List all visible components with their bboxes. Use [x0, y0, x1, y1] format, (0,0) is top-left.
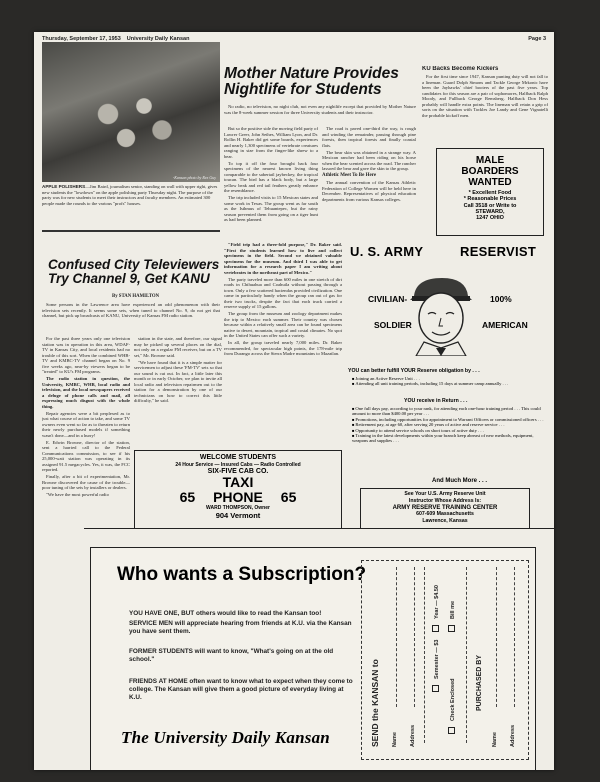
headline-line-1: Mother Nature Provides	[224, 65, 399, 82]
list-item: ■ Retirement pay, at age 60, after serving 20 years of active and reserve service . . .	[352, 422, 546, 427]
quote-paragraph: "Field trip had a three-fold purpose," Dr. Baker said. "First the students learned how to live and collect specimens in the field. Second we obtained valuable specimens for the museum. And third I was able to get information for a research paper I am writing about vertebrates in the northeast part of Mexico."	[224, 242, 342, 275]
coupon-year-option[interactable]: Year — $4.50	[434, 585, 440, 619]
army-lead: YOU can better fulfill YOUR Reserve obligation by . . .	[348, 368, 480, 374]
divider	[42, 230, 220, 232]
mother-col-3	[322, 126, 416, 244]
list-item: ■ Joining an Active Reserve Unit . . .	[352, 376, 546, 381]
taxi-word: TAXI	[222, 474, 254, 490]
army-center: ARMY RESERVE TRAINING CENTER	[392, 504, 498, 511]
caption-text: —Jim Baird, journalism senior, standing on wall with upper right, gives new students the "lowdown" on the apple polishing party Thursday night. The purpose of the party was for new students to meet their instructors and faculty members. An estimated 300 people made the rounds to the various "profs" houses.	[42, 184, 218, 206]
paragraph: "We have the most powerful radio	[46, 492, 109, 497]
paragraph: In all, the group traveled nearly 7,000 miles. Dr. Baker recommended, for spectacular high points, the 178-mile trip from Durango across the Sierra Madre mountains to Mazatlan.	[224, 340, 342, 356]
army-title-2: RESERVIST	[460, 244, 537, 259]
army-title: U. S. ARMY	[350, 244, 424, 259]
boarders-address: 1247 OHIO	[476, 215, 504, 221]
photo-credit: -Kansan photo by Rex Guy	[172, 175, 216, 180]
army-see: See Your U.S. Army Reserve Unit	[404, 491, 486, 497]
headline-line-2: Nightlife for Students	[224, 81, 382, 99]
boarders-item: * Excellent Food	[468, 190, 512, 196]
taxi-title: WELCOME STUDENTS	[199, 454, 277, 461]
army-instructor: Instructor Whose Address Is:	[408, 497, 482, 504]
checkbox-check[interactable]	[448, 727, 455, 734]
coupon-bill-option[interactable]: Bill me	[450, 600, 456, 619]
subscription-text: SERVICE MEN will appreciate hearing from friends at K.U. via the Kansan you have sent them.	[129, 620, 352, 636]
army-word: 100%	[490, 294, 512, 304]
checkbox-bill[interactable]	[448, 625, 455, 632]
boarders-line: MALE	[475, 155, 505, 166]
paragraph: station in the state, and therefore, our signal may be picked up several places on the dial, not only on a regular FM receiver, but on a TV set," Mr. Browne said.	[134, 336, 222, 358]
boarders-ad	[436, 148, 544, 236]
subscription-box	[90, 547, 536, 770]
masthead: The University Daily Kansan	[121, 728, 330, 747]
paragraph: For the first time since 1947, Kansan punting duty will not fall to a lineman. Guard Dolph Simons and Tackle George Mrkonic have been the Jayhawks' chief booters of the past five years. Top candidates for this season are a pair of sophomores, Halfback Ralph Moody, and Fullback George Remsberg. Halfback Don Hess probably will handle extra points. The lineman will retain a grip of sorts on the situation with Tackles Joe Landy and Gene Vignatelli the probable kickoff men.	[422, 74, 548, 118]
coupon-check-option[interactable]: Check Enclosed	[450, 678, 456, 721]
coupon-purchaser-name-line[interactable]	[496, 567, 497, 707]
paragraph: The annual convention of the Kansas Athletic Federation of College Women will be held here in December. Representatives of physical education departments from various Kansas colleges.	[322, 180, 416, 202]
paragraph: But so the positive side the moving field party of Lawrer Greer, John Sethes, William Lyon, and Dr. Rollin H. Baker did get some boards, experiences and nearly 1,300 specimens of vertebrate creatures ranging in size from the finger-like shrew to a bear.	[224, 126, 318, 159]
mother-nature-headline	[224, 66, 399, 99]
paragraph: To top it off the four brought back four specimens of the nearest known living thing comparable to the sabertail jaybeckey, the tropical toucan. The bird has a black body, but a large yellow beak and red tail feathers greatly enhance the resemblance.	[224, 160, 318, 193]
coupon-divider	[466, 567, 467, 743]
coupon-purchased-label: PURCHASED BY	[476, 654, 483, 711]
athletic-headline: Athletic Meet To Be Here	[322, 173, 377, 178]
photo-caption	[42, 184, 220, 206]
coupon-address-label-2: Address	[510, 724, 516, 747]
headline-line-1: Confused City Televiewers	[48, 257, 220, 272]
taxi-address: 904 Vermont	[215, 511, 261, 520]
confused-lead	[42, 302, 220, 320]
paragraph: The bear skin was obtained in a strange way. A Mexican rancher had been riding on his horse when the bear scented across the road. The rancher lassoed the bear and gave the skin to the group.	[322, 149, 416, 171]
ku-headline: KU Backs Become Kickers	[422, 66, 499, 72]
caption-head: APPLE POLISHERS	[42, 184, 86, 189]
soldier-illustration	[406, 274, 476, 356]
paragraph: The party traveled more than 600 miles in one stretch of dirt roads in Chihuahua and Coahuila without passing through a town. Only a few scattered haciendas provided civilization. One came in particularly handy when the group ran out of gas for their two trucks, despite the fact that each truck carried a reserve supply of 15 gallons.	[224, 276, 342, 309]
army-word: AMERICAN	[482, 320, 528, 330]
paragraph: The radio station in question, the University, KMBC, WHB, local radio and television, and the local newspapers received a deluge of phone calls and mail, all expressing much disgust with the whole thing.	[42, 376, 130, 409]
mother-lead	[224, 104, 416, 117]
mother-col-1	[224, 126, 318, 242]
subscription-text: FRIENDS AT HOME often want to know what to expect when they come to college. The Kansan will give them a good picture of everyday living at K.U.	[129, 678, 353, 702]
taxi-owner: WARD THOMPSON, Owner	[206, 505, 270, 511]
taxi-number: 65	[179, 489, 196, 505]
ku-backs-story	[422, 66, 548, 120]
checkbox-semester[interactable]	[432, 685, 439, 692]
paragraph: The trip included visits to 15 Mexican states and some work in Texas. The group went as far south as the Isthmus of Tehuantepec, but the rainy season prevented them from going on a tiger hunt as had been planned.	[224, 195, 318, 222]
subscription-text: FORMER STUDENTS will want to know, "What's going on at the old school."	[129, 648, 334, 664]
paragraph: "We have found that it is a simple matter for servicemen to adjust these 'FM-TV' sets so that our sound is cut out. In fact, a little later this month or in early October, we plan to invite all local radio and television repairmen out to the station for a demonstration by one of our technicians on how to correct this little difficulty," he said.	[134, 359, 222, 403]
coupon-name-label-2: Name	[492, 732, 498, 747]
confused-col-2	[134, 336, 222, 446]
newspaper-page	[34, 32, 554, 770]
taxi-number: 65	[280, 489, 297, 505]
paragraph: The group from the museum and zoology department makes the trip to Mexico each summer. Their country was chosen because within a relatively small area can be found specimens native to desert, mountain, tropical and costal climates. No spot in the United States can offer such a variety.	[224, 311, 342, 338]
paragraph: Some persons in the Lawrence area have experienced an odd phenomenon with their television sets recently. It seems some sets, when tuned to channel No. 9, do not get that channel, but pick up broadcasts of KANU, University of Kansas FM radio station.	[42, 302, 220, 318]
army-street: 607-609 Massachusetts	[416, 511, 474, 518]
paragraph: For the past three years only one television station was in operation in this area, WDAF-TV in Kansas City, and local residents had no trouble of this sort. When the combined WHB-TV and KMBC-TV channel began on No. 9 five weeks ago, near-by viewers began to be "treated" to KU's FM programs.	[42, 336, 130, 374]
confused-headline	[48, 258, 219, 286]
list-item: ■ Training in the latest developments within your branch keep abreast of new methods, equipment, weapons and supplies . . .	[352, 433, 546, 444]
taxi-company: SIX-FIVE CAB CO.	[207, 468, 269, 475]
army-list-2	[352, 406, 546, 444]
list-item: ■ One full days pay, according to your rank, for attending each one-hour training period . . . This could amount to more than $400.00 per year . . .	[352, 406, 546, 417]
paragraph: The road is paved one-third the way, is rough and winding the remainder, passing through pine forests, then tropical forests and finally coastal flats.	[322, 126, 416, 148]
coupon-address-label: Address	[410, 724, 416, 747]
coupon-semester-option[interactable]: Semester — $3	[434, 639, 440, 679]
paragraph: Finally, after a bit of experimentation, Mr. Browne discovered the cause of the trouble—poor tuning of the sets by installers or dealers.	[42, 474, 130, 490]
list-item: ■ Attending all unit training periods, including 15 days at summer camp annually . . .	[352, 381, 546, 386]
coupon-send-label: SEND the KANSAN to	[370, 659, 380, 747]
boarders-line: WANTED	[468, 177, 512, 188]
army-address-box	[360, 488, 530, 532]
confused-col-1	[42, 336, 130, 540]
subscription-headline: Who wants a Subscription?	[117, 564, 367, 585]
army-word: CIVILIAN-	[368, 294, 408, 304]
coupon-divider	[424, 567, 425, 743]
taxi-phone-word: PHONE	[213, 489, 263, 505]
folio-paper: University Daily Kansan	[126, 36, 190, 42]
coupon-name-line[interactable]	[396, 567, 397, 707]
folio-page: Page 3	[528, 36, 546, 42]
army-city: Lawrence, Kansas	[422, 518, 468, 525]
boarders-name: STEWARD,	[475, 209, 505, 215]
taxi-service-line: 24 Hour Service — Insured Cabs — Radio Controlled	[175, 462, 301, 468]
boarders-item: * Reasonable Prices	[463, 196, 517, 202]
coupon-name-label: Name	[392, 732, 398, 747]
boarders-call: Call 3518 or Write to	[463, 203, 517, 209]
taxi-ad	[134, 450, 342, 534]
army-reserve-ad	[342, 240, 552, 532]
paragraph: No radio, no television, no night club, not even any nightlife except that provided by Mother Nature was the 8-week summer session for three University students and their instructor.	[224, 104, 416, 115]
army-list-1	[352, 376, 546, 387]
army-word: SOLDIER	[374, 320, 412, 330]
headline-line-2: Try Channel 9, Get KANU	[48, 271, 210, 287]
boarders-line: BOARDERS	[461, 166, 519, 177]
subscription-text: YOU HAVE ONE, BUT others would like to read the Kansan too!	[129, 610, 322, 617]
apple-polishers-photo	[42, 42, 220, 182]
list-item: ■ Opportunity to attend service schools on short tours of active duty . . .	[352, 428, 546, 433]
checkbox-year[interactable]	[432, 625, 439, 632]
coupon-address-line[interactable]	[414, 567, 415, 707]
byline: By STAN HAMILTON	[112, 294, 160, 299]
paragraph: Repair agencies were a bit perplexed as to just what course of action to take, and some TV owners even went so far as to threaten to return their newly purchased models if something wasn't done—and in a hurry!	[42, 410, 130, 438]
paragraph: E. Edwin Browne, director of the station, sent a harried call to the Federal Communications commission, to see if his 25,000-watt station was operating in its assigned 91.5 megacycles. Yes, it was, the FCC reported.	[42, 439, 130, 472]
subscription-coupon[interactable]	[361, 560, 529, 760]
folio-date: Thursday, September 17, 1953	[42, 36, 121, 42]
subscription-ad	[84, 528, 554, 770]
army-receive: YOU receive in Return . . .	[404, 398, 468, 404]
coupon-purchaser-address-line[interactable]	[514, 567, 515, 707]
army-more: And Much More . . .	[432, 478, 487, 484]
list-item: ■ Promotions, including opportunities for appointment to Warrant Officers or commissioned officers . . .	[352, 417, 546, 422]
